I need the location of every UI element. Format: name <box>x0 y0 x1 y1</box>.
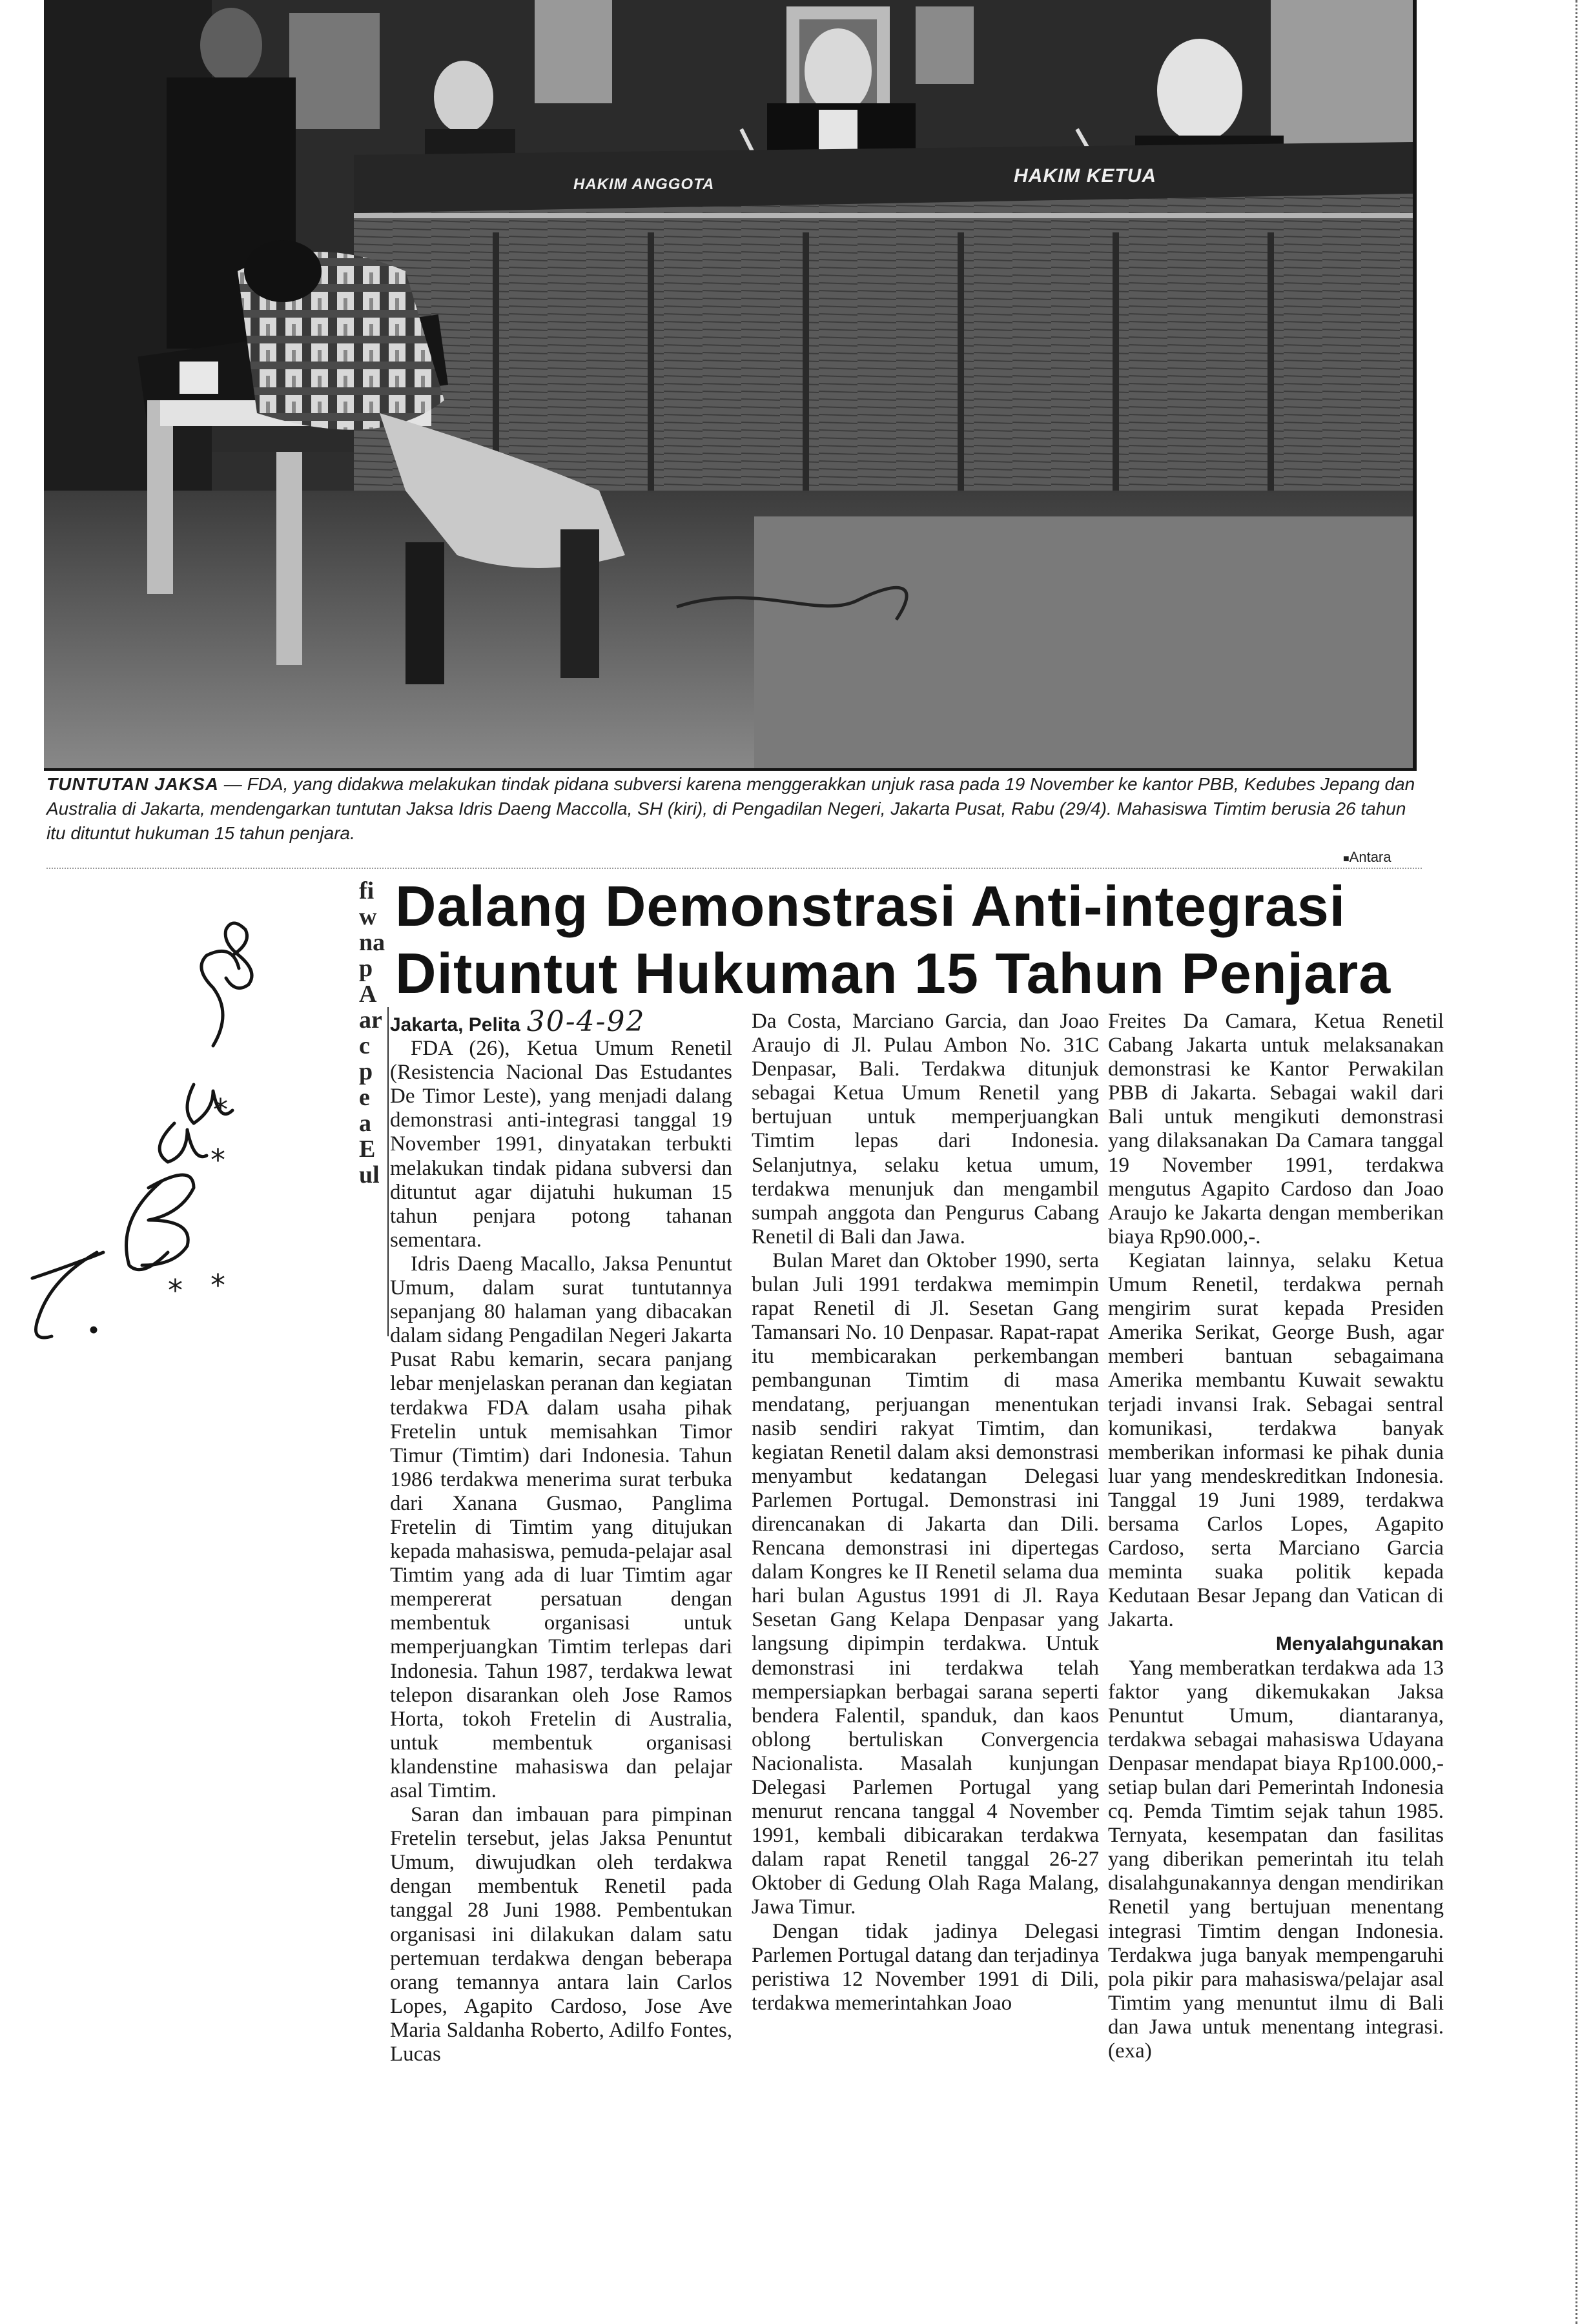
article-paragraph: Bulan Maret dan Oktober 1990, serta bulan Juli 1991 terdakwa memimpin rapat Renetil di Jl. Sesetan Gang Tamansari No. 10 Denpasar. Rapat-rapat itu membicarakan perkembangan pembangunan Timtim di masa mendatang, perjuangan menentukan nasib sendiri rakyat Timtim, dan kegiatan Renetil dalam aksi demonstrasi menyambut kedatangan Delegasi Parlemen Portugal. Demonstrasi ini direncanakan di Jakarta dan Dili. Rencana demonstrasi ini dipertegas dalam Kongres ke II Renetil selama dua hari bulan Agustus 1991 di Jl. Raya Sesetan Gang Kelapa Denpasar yang langsung dipimpin terdakwa. Untuk demonstrasi ini terdakwa telah mempersiapkan berbagai sarana seperti bendera Falentil, spanduk, dan kaos oblong bertuliskan Convergencia Nacionalista. Masalah kunjungan Delegasi Parlemen Portugal yang menurut rencana tanggal 4 November 1991, kembali dibicarakan terdakwa dalam rapat Renetil tanggal 26-27 Oktober di Gedung Olah Raga Malang, Jawa Timur. <box>752 1249 1099 1919</box>
article-column-3 <box>1108 1010 1444 2063</box>
article-paragraph: Kegiatan lainnya, selaku Ketua Umum Renetil, terdakwa pernah mengirim surat kepada Presiden Amerika Serikat, George Bush, agar memberi bantuan sebagaimana Amerika membantu Kuwait sewaktu terjadi invansi Irak. Sebagai sentral komunikasi, terdakwa banyak memberikan informasi ke pihak dunia luar yang mendeskreditkan Indonesia. Tanggal 19 Juni 1989, terdakwa bersama Carlos Lopes, Agapito Cardoso, serta Marciano Garcia meminta suaka politik kepada Kedutaan Besar Jepang dan Vatican di Jakarta. <box>1108 1249 1444 1632</box>
article-paragraph: FDA (26), Ketua Umum Renetil (Resistencia Nacional Das Estudantes De Timor Leste), yang menjadi dalang demonstrasi anti-integrasi tanggal 19 November 1991, dinyatakan terbukti melakukan tindak pidana subversi dan dituntut agar dijatuhi hukuman 15 tahun penjara potong tahanan sementara. <box>390 1037 732 1252</box>
dateline-label: Jakarta, Pelita <box>390 1014 520 1035</box>
headline-line-2: Dituntut Hukuman 15 Tahun Penjara <box>395 941 1391 1005</box>
fragment: p <box>359 1058 373 1085</box>
article-paragraph: Yang memberatkan terdakwa ada 13 faktor yang dikemukakan Jaksa Penuntut Umum, diantaranya, terdakwa sebagai mahasiswa Udayana Denpasar mendapat biaya Rp100.000,- setiap bulan dari Pemerintah Indonesia cq. Pemda Timtim sejak tahun 1985. Ternyata, kesempatan dan fasilitas yang diberikan pemerintah itu telah disalahgunakannya dengan mendirikan Renetil yang bertujuan menentang integrasi Timtim dengan Indonesia. Terdakwa juga banyak mempengaruhi pola pikir para mahasiswa/pelajar asal Timtim yang menuntut ilmu di Bali dan Jawa untuk menentang integrasi. (exa) <box>1108 1656 1444 2063</box>
fragment: p <box>359 955 373 982</box>
courtroom-photo-drawing <box>44 0 1413 768</box>
fragment: a <box>359 1110 371 1137</box>
courtroom-photo <box>44 0 1417 771</box>
headline <box>395 873 1454 1007</box>
plaque-hakim-anggota: HAKIM ANGGOTA <box>573 176 715 193</box>
asterisk-mark: * <box>213 1092 228 1127</box>
fragment: e <box>359 1084 370 1111</box>
article-column-1 <box>390 1005 732 2066</box>
article-paragraph: Da Costa, Marciano Garcia, dan Joao Araujo di Jl. Pulau Ambon No. 31C Denpasar, Bali. Terdakwa ditunjuk sebagai Ketua Umum Renetil yang bertujuan untuk memperjuangkan Timtim lepas dari Indonesia. Selanjutnya, selaku ketua umum, terdakwa menunjuk dan mengambil sumpah anggota dan Pengurus Cabang Renetil di Bali dan Jawa. <box>752 1010 1099 1249</box>
dateline-handwritten-date: 30-4-92 <box>526 1005 646 1038</box>
fragment: E <box>359 1136 376 1163</box>
photo-credit: ■ Antara <box>1343 849 1391 866</box>
caption-divider <box>46 868 1422 870</box>
fragment: A <box>359 981 377 1008</box>
fragment: w <box>359 903 377 930</box>
asterisk-mark: * <box>168 1273 183 1308</box>
article-column-2 <box>752 1010 1099 2015</box>
article-paragraph: Freites Da Camara, Ketua Renetil Cabang Jakarta untuk melaksanakan demonstrasi ke Kantor Perwakilan PBB di Jakarta. Sebagai wakil dari Bali untuk mengikuti demonstrasi yang dilaksanakan Da Camara tanggal 19 November 1991, terdakwa mengutus Agapito Cardoso dan Joao Araujo ke Jakarta dengan memberikan biaya Rp90.000,-. <box>1108 1010 1444 1249</box>
asterisk-mark: * <box>210 1143 225 1177</box>
headline-line-1: Dalang Demonstrasi Anti-integrasi <box>395 874 1346 938</box>
cut-column-fragments <box>359 878 389 1188</box>
scan-edge <box>1576 0 1580 2324</box>
article-paragraph: Idris Daeng Macallo, Jaksa Penuntut Umum, dalam surat tuntutannya sepanjang 80 halaman yang dibacakan dalam sidang Pengadilan Negeri Jakarta Pusat Rabu kemarin, secara panjang lebar menjelaskan peranan dan kegiatan terdakwa FDA dalam usaha pihak Fretelin untuk memisahkan Timor Timur (Timtim) dari Indonesia. Tahun 1986 terdakwa menerima surat terbuka dari Xanana Gusmao, Panglima Fretelin di Timtim yang ditujukan kepada mahasiswa, pemuda-pelajar asal Timtim yang ada di luar Timtim agar mempererat persatuan dengan membentuk organisasi untuk memperjuangkan Timtim terlepas dari Indonesia. Tahun 1987, terdakwa lewat telepon disarankan oleh Jose Ramos Horta, tokoh Fretelin di Australia, untuk membentuk organisasi klandenstine mahasiswa dan pelajar asal Timtim. <box>390 1252 732 1802</box>
caption-lead: TUNTUTAN JAKSA <box>46 774 220 794</box>
plaque-hakim-ketua: HAKIM KETUA <box>1014 165 1156 187</box>
handwritten-annotation <box>0 917 362 1369</box>
fragment: ar <box>359 1006 382 1034</box>
caption-text: — FDA, yang didakwa melakukan tindak pidana subversi karena menggerakkan unjuk rasa pada 19 November ke kantor PBB, Kedubes Jepang dan Australia di Jakarta, mendengarkan tuntutan Jaksa Idris Daeng Maccolla, SH (kiri), di Pengadilan Negeri, Jakarta Pusat, Rabu (29/4). Mahasiswa Timtim berusia 26 tahun itu dituntut hukuman 15 tahun penjara. <box>46 774 1415 843</box>
asterisk-mark: * <box>210 1268 225 1303</box>
dateline <box>390 1005 732 1038</box>
column-rule <box>387 1007 389 1336</box>
section-subhead: Menyalahgunakan <box>1275 1633 1444 1655</box>
fragment: ul <box>359 1161 380 1188</box>
fragment: na <box>359 929 385 956</box>
fragment: fi <box>359 878 375 904</box>
photo-caption <box>46 772 1422 846</box>
article-paragraph: Saran dan imbauan para pimpinan Fretelin tersebut, jelas Jaksa Penuntut Umum, diwujudkan oleh terdakwa dengan membentuk Renetil pada tanggal 28 Juni 1988. Pembentukan organisasi ini dilakukan dalam satu pertemuan terdakwa dengan beberapa orang temannya antara lain Carlos Lopes, Agapito Cardoso, Jose Ave Maria Saldanha Roberto, Adilfo Fontes, Lucas <box>390 1803 732 2066</box>
fragment: c <box>359 1032 370 1059</box>
article-paragraph: Dengan tidak jadinya Delegasi Parlemen Portugal datang dan terjadinya peristiwa 12 November 1991 di Dili, terdakwa memerintahkan Joao <box>752 1919 1099 2015</box>
